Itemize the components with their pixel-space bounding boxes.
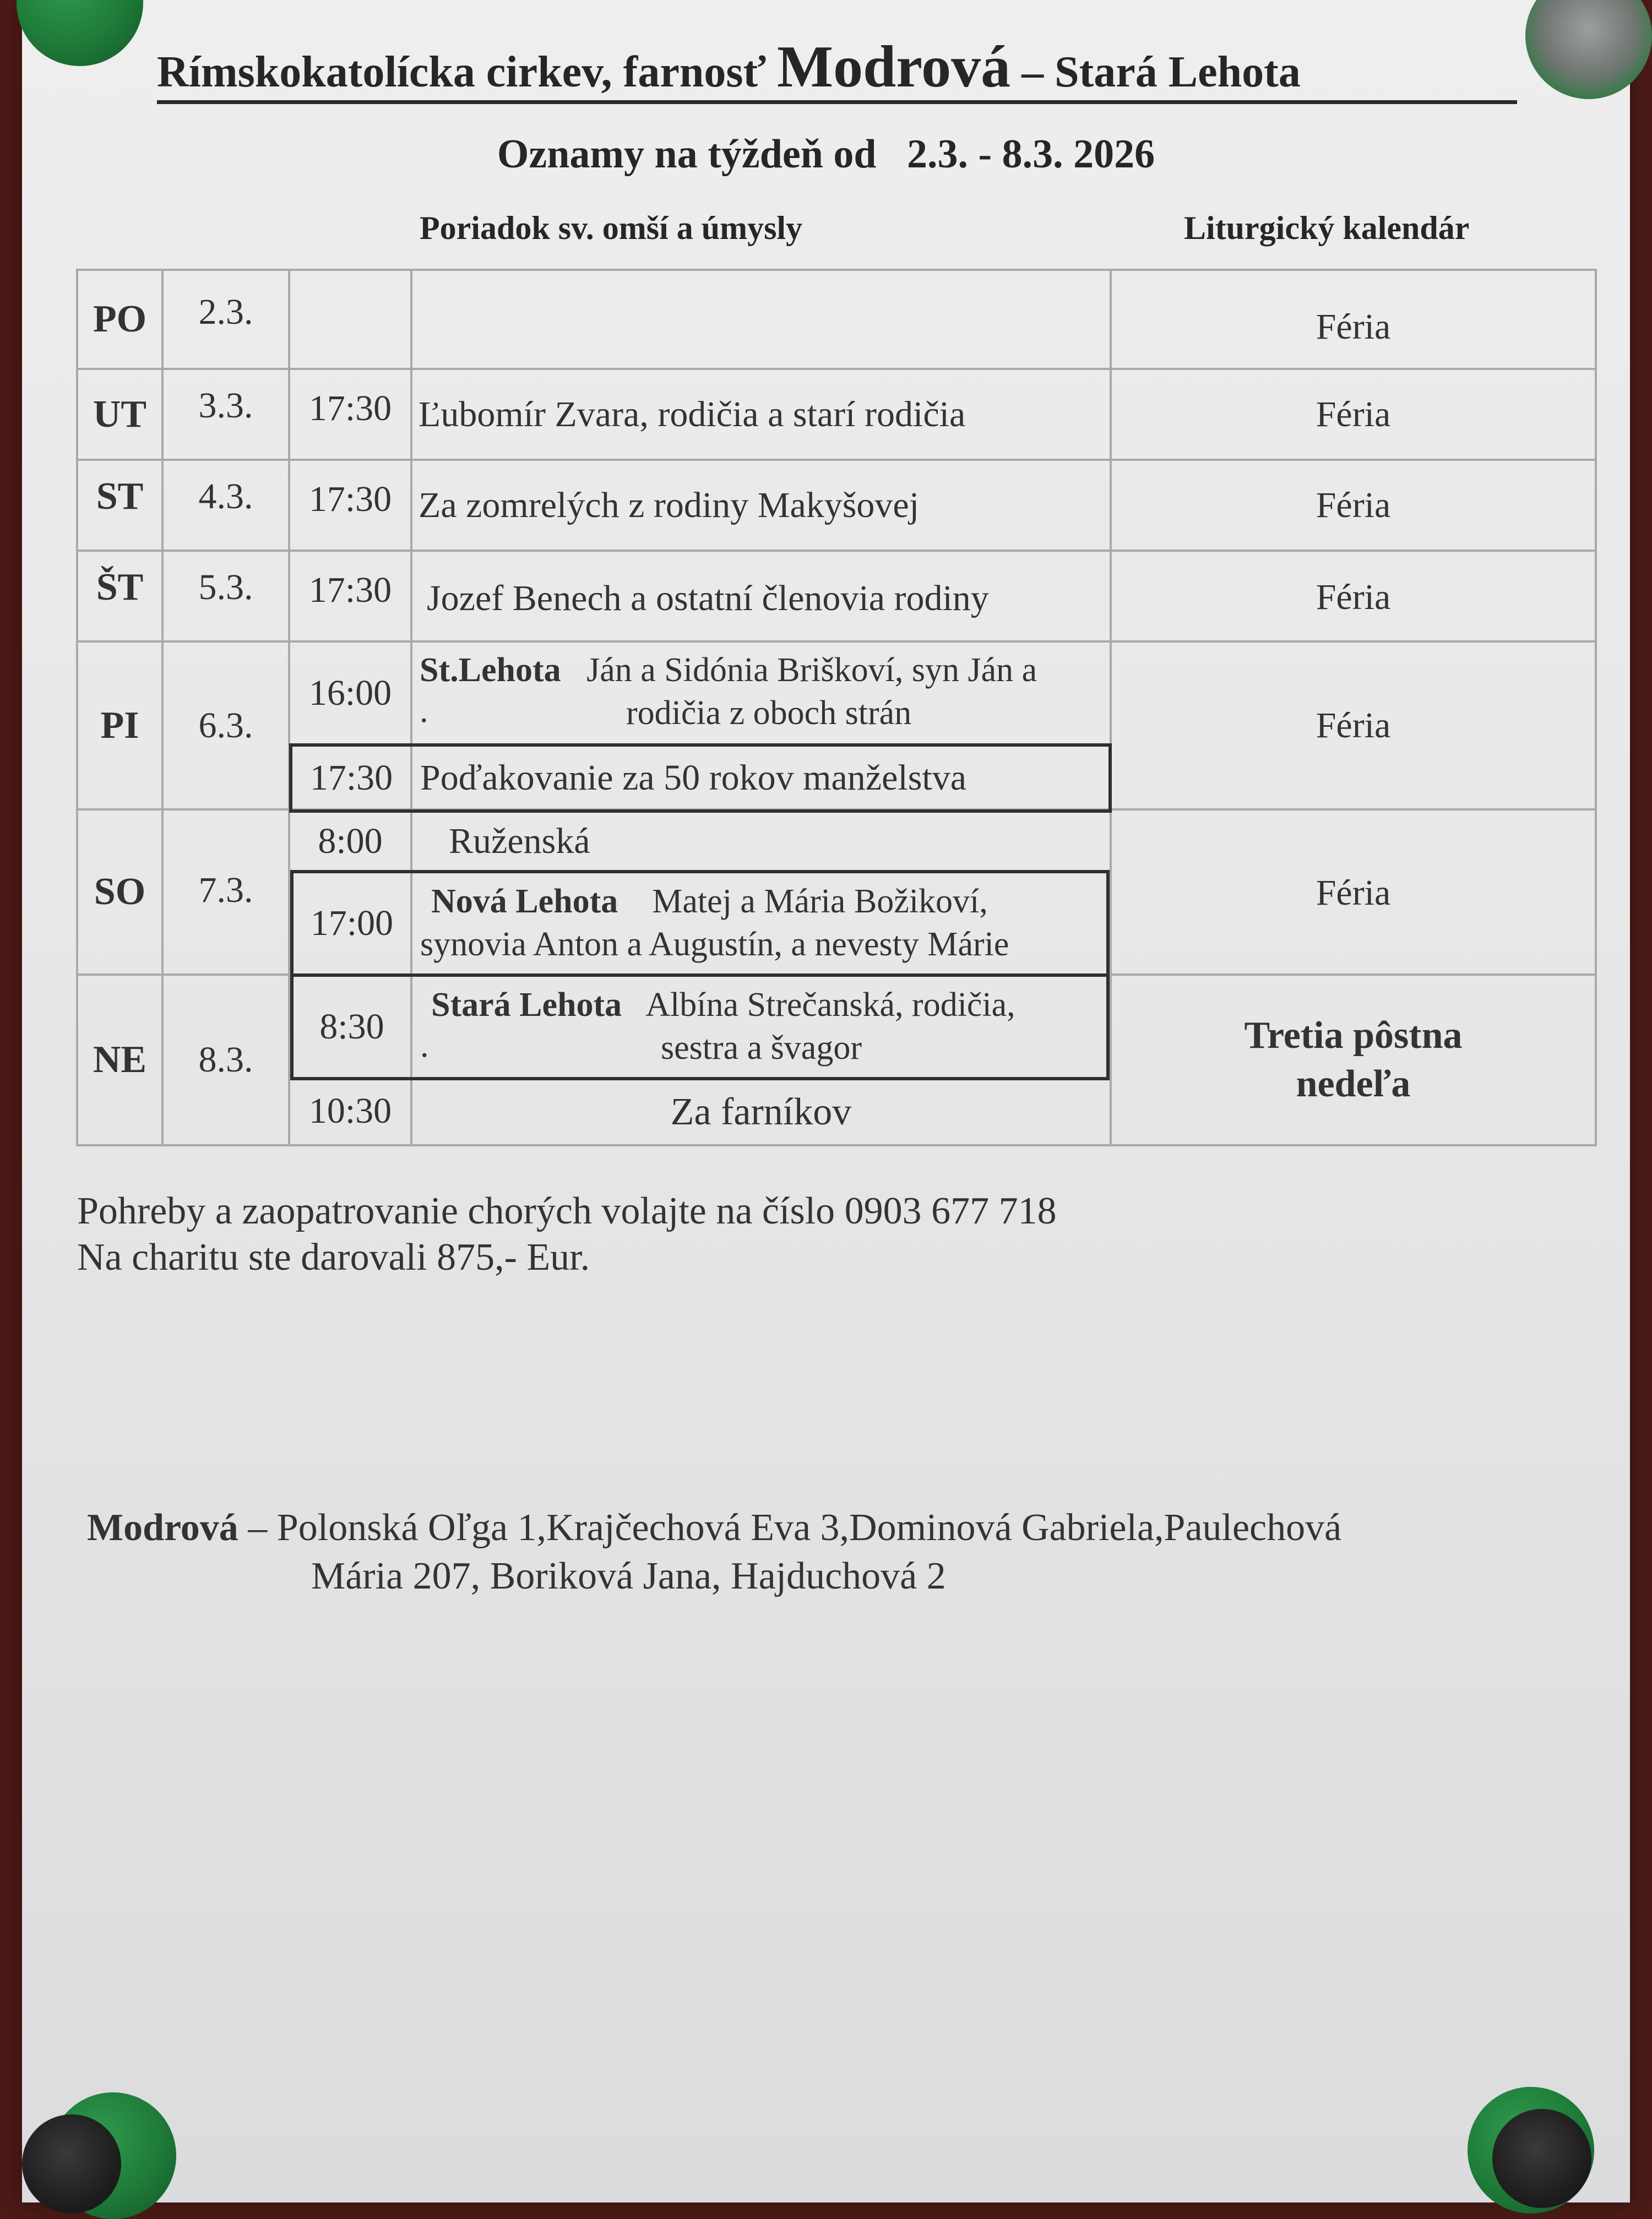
sat-date: 7.3.	[198, 870, 253, 910]
wed-time: 17:30	[308, 479, 392, 519]
cleaning-label: Modrová	[87, 1506, 238, 1549]
masses-column-heading: Poriadok sv. omší a úmysly	[420, 210, 803, 246]
title-main: Modrová	[777, 34, 1011, 100]
sat-mass2-line2: synovia Anton a Augustín, a nevesty Márie	[420, 926, 1009, 963]
title-suffix: – Stará Lehota	[1021, 48, 1301, 96]
mon-calendar: Féria	[1316, 307, 1391, 347]
sun-mass2-intent: Za farníkov	[670, 1091, 852, 1133]
mon-day: PO	[93, 298, 147, 340]
sun-mass2-time: 10:30	[308, 1091, 392, 1131]
fri-calendar: Féria	[1316, 705, 1391, 746]
wed-date: 4.3.	[198, 476, 253, 516]
thu-day: ŠT	[96, 566, 144, 608]
title-prefix: Rímskokatolícka cirkev, farnosť	[157, 48, 767, 96]
wed-calendar: Féria	[1316, 485, 1391, 525]
cleaning-list	[87, 1505, 1341, 1551]
sat-mass2-time: 17:00	[310, 903, 394, 943]
sun-mass1-intent	[420, 983, 1106, 1069]
fri-mass1-place: St.Lehota	[420, 651, 561, 689]
notice-funerals: Pohreby a zaopatrovanie chorých volajte na číslo 0903 677 718	[77, 1190, 1057, 1232]
fri-mass1-time: 16:00	[308, 672, 392, 713]
sun-mass1-line1: Albína Strečanská, rodičia,	[645, 986, 1015, 1024]
tue-time: 17:30	[308, 388, 392, 428]
table-right-border	[1595, 269, 1597, 1146]
fri-mass1-line2: rodičia z oboch strán	[626, 694, 912, 732]
notice-charity: Na charitu ste darovali 875,- Eur.	[77, 1236, 590, 1279]
table-bottom-border	[76, 1144, 1597, 1146]
fri-day: PI	[100, 704, 139, 747]
magnet-bottom-right-shadow	[1492, 2109, 1591, 2208]
sun-mass1-time: 8:30	[319, 1007, 384, 1047]
tue-date: 3.3.	[198, 385, 253, 426]
mon-date: 2.3.	[198, 292, 253, 332]
wed-day: ST	[96, 475, 144, 518]
sun-mass1-dot: .	[420, 1027, 429, 1064]
week-subtitle: Oznamy na týždeň od 2.3. - 8.3. 2026	[497, 132, 1155, 177]
sun-day: NE	[93, 1038, 147, 1081]
table-top-border	[76, 269, 1597, 271]
tue-intent: Ľubomír Zvara, rodičia a starí rodičia	[419, 394, 966, 434]
fri-mass2-intent: Poďakovanie za 50 rokov manželstva	[420, 758, 967, 798]
sun-mass1-line2: sestra a švagor	[661, 1029, 862, 1067]
sat-mass1-time: 8:00	[318, 821, 383, 861]
cleaning-list-continued: Mária 207, Boriková Jana, Hajduchová 2	[311, 1555, 946, 1597]
tue-day: UT	[93, 393, 147, 436]
fri-date: 6.3.	[198, 705, 253, 746]
sat-mass2-place: Nová Lehota	[431, 883, 618, 920]
thu-intent: Jozef Benech a ostatní členovia rodiny	[427, 578, 989, 618]
sun-calendar-line2: nedeľa	[1296, 1063, 1411, 1105]
wed-intent: Za zomrelých z rodiny Makyšovej	[419, 485, 920, 525]
magnet-bottom-left-shadow	[22, 2114, 121, 2213]
sat-mass2-line1: Matej a Mária Božikoví,	[652, 883, 988, 920]
parish-title	[157, 34, 1517, 104]
sat-mass1-intent: Ruženská	[449, 821, 590, 861]
sun-date: 8.3.	[198, 1040, 253, 1080]
sat-mass2-intent	[420, 880, 1106, 966]
calendar-column-heading: Liturgický kalendár	[1184, 210, 1470, 246]
thu-time: 17:30	[308, 570, 392, 610]
sat-day: SO	[94, 871, 146, 913]
fri-mass1-dot: .	[420, 692, 428, 730]
thu-calendar: Féria	[1316, 576, 1391, 617]
cleaning-line1: – Polonská Oľga 1,Krajčechová Eva 3,Dominová Gabriela,Paulechová	[248, 1506, 1342, 1549]
thu-date: 5.3.	[198, 567, 253, 607]
fri-mass2-time: 17:30	[309, 758, 393, 798]
sat-calendar: Féria	[1316, 873, 1391, 913]
tue-calendar: Féria	[1316, 394, 1391, 434]
fri-mass1-line1: Ján a Sidónia Briškoví, syn Ján a	[586, 651, 1037, 689]
sun-calendar	[1112, 976, 1595, 1144]
sun-mass1-place: Stará Lehota	[431, 986, 622, 1024]
fri-mass1-intent	[420, 649, 1108, 735]
sun-calendar-line1: Tretia pôstna	[1244, 1014, 1463, 1057]
